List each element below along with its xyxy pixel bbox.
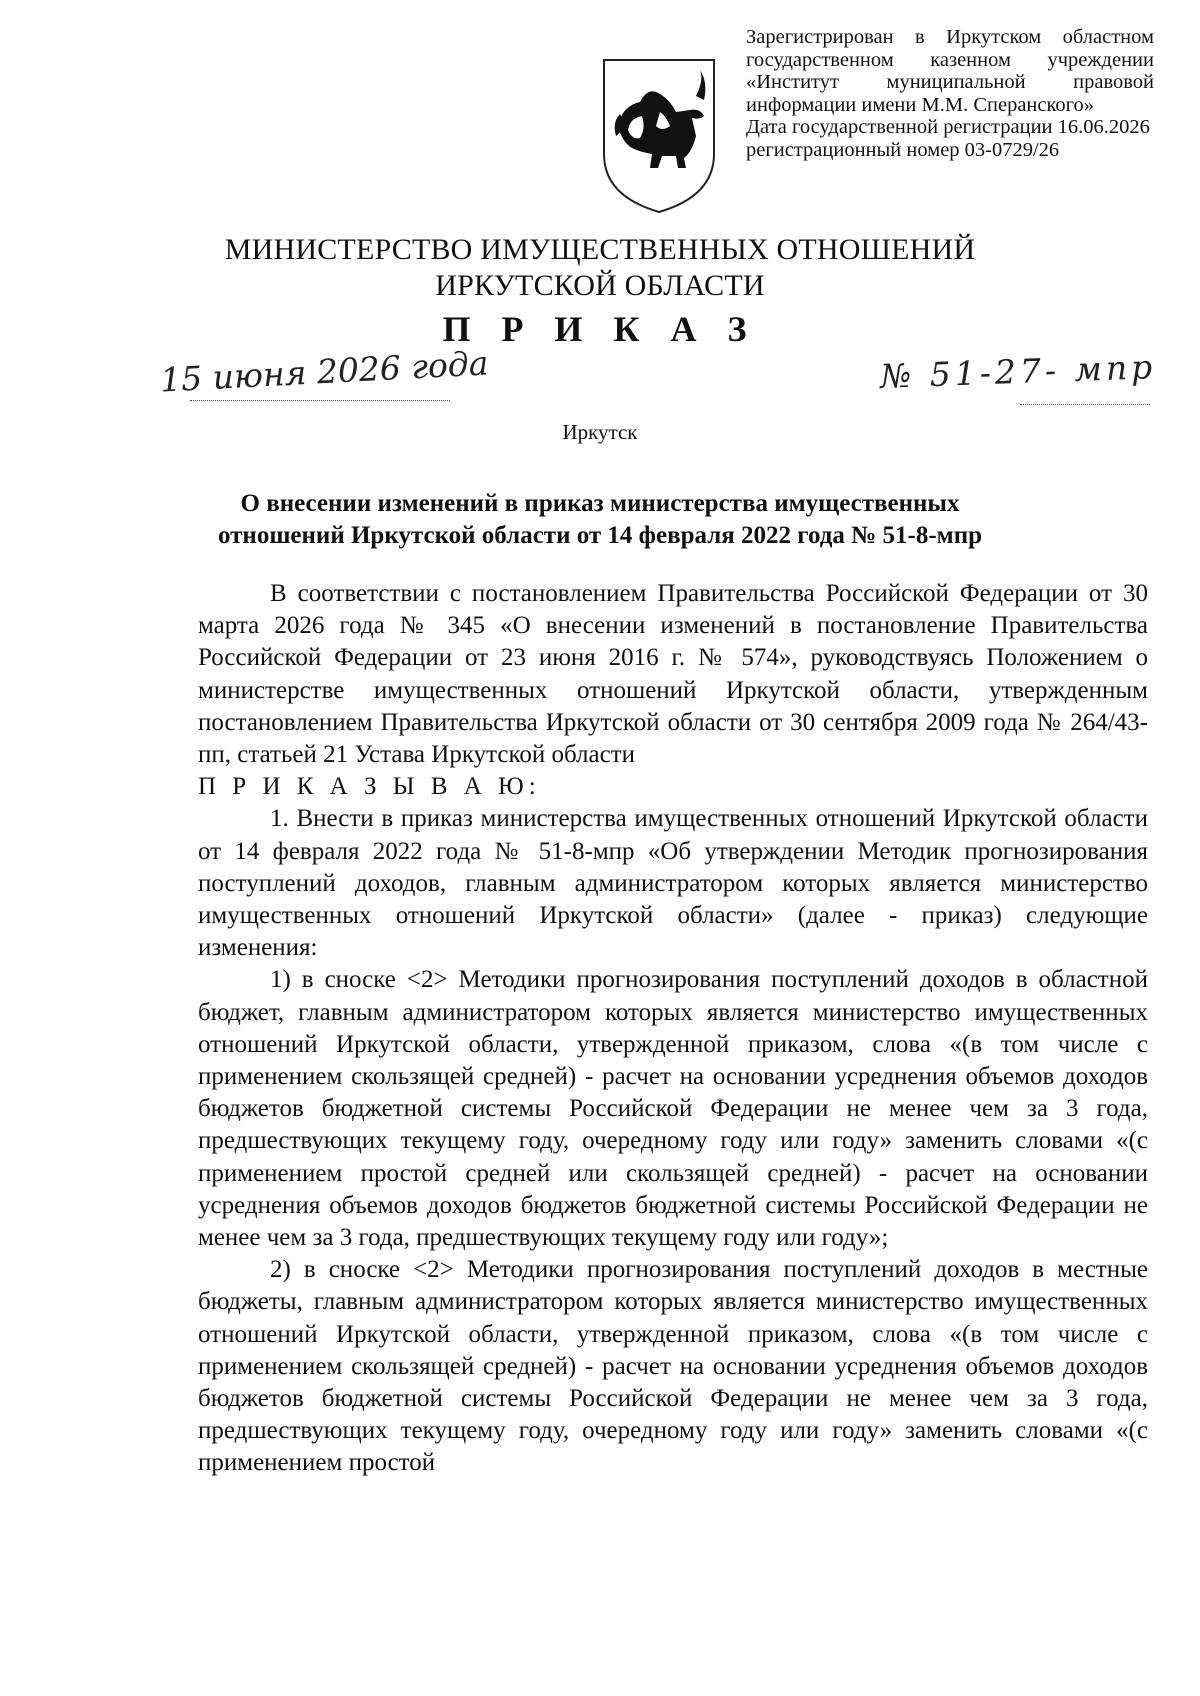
- handwritten-date: 15 июня 2026 года: [159, 343, 490, 400]
- order-word: П Р И К А З Ы В А Ю:: [198, 773, 541, 801]
- registration-line: государственном казенном учреждении: [746, 48, 1154, 71]
- date-underline: [190, 400, 450, 401]
- registration-line: регистрационный номер 03-0729/26: [746, 138, 1060, 161]
- item-1-paragraph: 1. Внести в приказ министерства имущественных отношений Иркутской области от 14 февраля 2022 года № 51-8-мпр «Об утверждении Методик прогнозирования поступлений доходов, главным администратором которых является министерство имущественных отношений Иркутской области» (далее - приказ) следующие изменения:: [198, 805, 1148, 962]
- registration-line: Зарегистрирован в Иркутском областном: [746, 26, 1154, 48]
- number-underline: [1020, 404, 1150, 405]
- document-title-line-2: отношений Иркутской области от 14 февраля 2022 года № 51-8-мпр: [217, 522, 983, 549]
- document-title-line-1: О внесении изменений в приказ министерства имущественных: [240, 490, 960, 517]
- subitem-1-paragraph: 1) в сноске <2> Методики прогнозирования поступлений доходов в областной бюджет, главным администратором которых является министерство имущественных отношений Иркутской области, утвержденной приказом, слова «(в том числе с применением скользящей средней) - расчет на основании усреднения объемов доходов бюджетов бюджетной системы Российской Федерации не менее чем за 3 года, предшествующих текущему году, очередному году или году» заменить словами «(с применением простой средней или скользящей средней) - расчет на основании усреднения объемов доходов бюджетов бюджетной системы Российской Федерации не менее чем за 3 года, предшествующих текущему году или году»;: [198, 966, 1148, 1252]
- ministry-name: [0, 232, 1200, 304]
- registration-block: [746, 26, 1154, 161]
- coat-of-arms-emblem: [600, 56, 718, 216]
- document-title: [0, 488, 1200, 552]
- ministry-line-2: ИРКУТСКОЙ ОБЛАСТИ: [435, 269, 765, 302]
- registration-line: «Институт муниципальной правовой: [746, 71, 1154, 93]
- handwritten-number: № 51-27- мпр: [879, 347, 1157, 396]
- document-body: [198, 578, 1148, 1480]
- document-type-title: П Р И К А З: [442, 309, 758, 349]
- registration-line: Дата государственной регистрации 16.06.2026: [746, 116, 1150, 138]
- registration-line: информации имени М.М. Сперанского»: [746, 93, 1095, 116]
- subitem-2-paragraph: 2) в сноске <2> Методики прогнозирования поступлений доходов в местные бюджеты, главным администратором которых является министерство имущественных отношений Иркутской области, утвержденной приказом, слова «(в том числе с применением скользящей средней) - расчет на основании усреднения объемов доходов бюджетов бюджетной системы Российской Федерации не менее чем за 3 года, предшествующих текущему году, очередному году или году» заменить словами «(с применением простой: [198, 1256, 1148, 1477]
- ministry-line-1: МИНИСТЕРСТВО ИМУЩЕСТВЕННЫХ ОТНОШЕНИЙ: [224, 233, 976, 266]
- city: Иркутск: [562, 420, 638, 444]
- preamble-paragraph: В соответствии с постановлением Правительства Российской Федерации от 30 марта 2026 года № 345 «О внесении изменений в постановление Правительства Российской Федерации от 23 июня 2016 г. № 574», руководствуясь Положением о министерстве имущественных отношений Иркутской области, утвержденным постановлением Правительства Иркутской области от 30 сентября 2009 года № 264/43-пп, статьей 21 Устава Иркутской области: [198, 580, 1148, 769]
